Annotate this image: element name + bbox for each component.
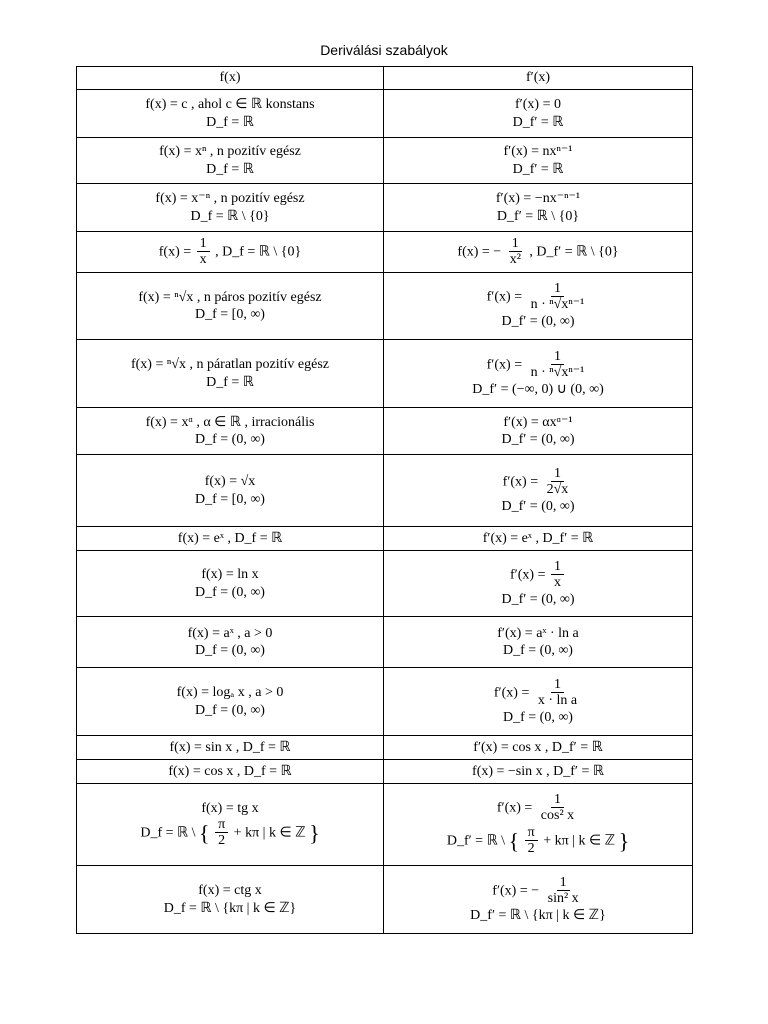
domain-prefix: D_f′ = ℝ \	[446, 832, 506, 848]
fraction-numerator: π	[525, 825, 538, 841]
fraction-numerator: 1	[551, 792, 564, 808]
function-formula: f(x) = aˣ , a > 0	[187, 625, 273, 641]
formula-suffix: , D_f′ = ℝ \ {0}	[529, 244, 619, 260]
derivative-cell	[384, 736, 693, 760]
fraction-denominator: 2	[218, 833, 226, 849]
table-row	[77, 551, 693, 617]
function-cell	[77, 273, 384, 340]
fraction	[545, 875, 582, 907]
formula-prefix: f′(x) =	[502, 473, 539, 489]
function-domain: D_f = ℝ	[206, 114, 254, 130]
derivative-formula: f(x) = −sin x , D_f′ = ℝ	[472, 763, 604, 779]
derivative-domain: D_f′ = (0, ∞)	[501, 591, 575, 607]
fraction-denominator: cos² x	[540, 808, 575, 824]
formula-prefix: f′(x) =	[486, 289, 523, 305]
fraction	[528, 349, 588, 381]
derivative-domain: D_f′ = ℝ \ {kπ | k ∈ ℤ}	[470, 907, 606, 923]
table-row	[77, 340, 693, 408]
function-domain: D_f = ℝ \ {0}	[190, 208, 270, 224]
domain-prefix: D_f = ℝ \	[140, 825, 196, 841]
table-row	[77, 784, 693, 866]
function-formula: f(x) = √x	[204, 474, 256, 489]
function-cell	[77, 551, 384, 617]
fraction	[535, 677, 580, 709]
fraction	[544, 466, 572, 498]
table-row	[77, 736, 693, 760]
function-cell	[77, 617, 384, 668]
fraction-numerator: 1	[551, 677, 564, 693]
function-cell	[77, 408, 384, 455]
function-domain: D_f = (0, ∞)	[195, 702, 265, 718]
function-cell	[77, 232, 384, 273]
derivative-rules-table	[76, 66, 693, 934]
fraction	[551, 559, 564, 591]
function-cell	[77, 784, 384, 866]
header-derivative: f′(x)	[384, 67, 693, 90]
derivative-cell	[384, 527, 693, 551]
function-formula: f(x) = c , ahol c ∈ ℝ konstans	[145, 97, 315, 112]
function-cell	[77, 340, 384, 408]
function-formula: f(x) = sin x , D_f = ℝ	[169, 739, 291, 755]
function-formula: f(x) = eˣ , D_f = ℝ	[177, 530, 283, 546]
formula-prefix: f′(x) = −	[492, 882, 540, 898]
table-row	[77, 138, 693, 184]
function-cell	[77, 736, 384, 760]
fraction	[528, 281, 588, 313]
derivative-domain: D_f = (0, ∞)	[503, 643, 573, 658]
function-domain: D_f = (0, ∞)	[195, 584, 265, 600]
table-row	[77, 617, 693, 668]
fraction-numerator: 1	[509, 236, 522, 252]
function-formula: f(x) = xⁿ , n pozitív egész	[159, 144, 301, 159]
fraction-denominator: x · ln a	[537, 692, 578, 708]
derivative-domain: D_f′ = ℝ	[512, 161, 564, 177]
table-header-row	[77, 67, 693, 90]
function-cell	[77, 760, 384, 784]
derivative-formula: f′(x) = nxⁿ⁻¹	[503, 144, 573, 159]
table-row	[77, 455, 693, 527]
table-row	[77, 232, 693, 273]
fraction-numerator: 1	[197, 236, 210, 252]
function-formula: f(x) = ⁿ√x , n páratlan pozitív egész	[130, 357, 330, 372]
function-cell	[77, 90, 384, 138]
derivative-domain: D_f′ = ℝ	[512, 114, 564, 130]
fraction-numerator: 1	[551, 466, 564, 482]
domain-suffix: + kπ | k ∈ ℤ	[543, 832, 616, 848]
fraction-denominator: x	[553, 574, 561, 590]
fraction-denominator: n · ⁿ√xⁿ⁻¹	[530, 297, 585, 313]
derivative-cell	[384, 90, 693, 138]
formula-prefix: f(x) =	[158, 244, 192, 260]
page-title: Deriválási szabályok	[320, 42, 448, 58]
derivative-cell	[384, 668, 693, 736]
header-function: f(x)	[77, 67, 384, 90]
derivative-formula: f′(x) = cos x , D_f′ = ℝ	[473, 739, 603, 755]
derivative-domain: D_f′ = ℝ \ {0}	[496, 208, 580, 224]
function-domain: D_f = (0, ∞)	[195, 643, 265, 658]
derivative-cell	[384, 866, 693, 934]
function-formula: f(x) = ⁿ√x , n páros pozitív egész	[138, 289, 322, 305]
right-brace-icon: }	[309, 820, 320, 846]
derivative-cell	[384, 232, 693, 273]
derivative-formula: f′(x) = αxᵅ⁻¹	[503, 414, 573, 430]
fraction-denominator: x	[199, 252, 207, 268]
derivative-formula: f′(x) = aˣ · ln a	[497, 625, 579, 641]
fraction-numerator: π	[215, 817, 228, 833]
table-row	[77, 90, 693, 138]
derivative-cell	[384, 551, 693, 617]
function-domain: D_f = ℝ	[206, 374, 254, 390]
function-cell	[77, 866, 384, 934]
derivative-domain: D_f′ = (0, ∞)	[501, 498, 575, 514]
fraction	[525, 825, 538, 857]
function-domain: D_f = (0, ∞)	[195, 432, 265, 447]
derivative-formula: f′(x) = −nx⁻ⁿ⁻¹	[495, 191, 581, 206]
fraction	[538, 792, 577, 824]
function-cell	[77, 527, 384, 551]
fraction-denominator: sin² x	[547, 890, 579, 906]
function-formula: f(x) = tg x	[201, 800, 259, 816]
table-row	[77, 184, 693, 232]
formula-prefix: f′(x) =	[496, 800, 533, 816]
formula-suffix: , D_f = ℝ \ {0}	[215, 244, 302, 260]
table-row	[77, 668, 693, 736]
derivative-cell	[384, 760, 693, 784]
fraction-numerator: 1	[551, 559, 564, 575]
fraction	[507, 236, 524, 268]
function-domain: D_f = [0, ∞)	[195, 307, 265, 322]
function-cell	[77, 138, 384, 184]
fraction-numerator: 1	[551, 281, 564, 297]
function-domain: D_f = ℝ	[206, 161, 254, 177]
function-formula: f(x) = cos x , D_f = ℝ	[168, 763, 292, 779]
fraction-denominator: x²	[509, 252, 521, 268]
fraction-denominator: n · ⁿ√xⁿ⁻¹	[530, 364, 585, 380]
left-brace-icon: {	[199, 820, 210, 846]
fraction-numerator: 1	[551, 349, 564, 365]
derivative-cell	[384, 184, 693, 232]
function-formula: f(x) = x⁻ⁿ , n pozitív egész	[155, 191, 305, 206]
function-domain: D_f = ℝ \ {kπ | k ∈ ℤ}	[163, 900, 297, 916]
derivative-domain: D_f′ = (0, ∞)	[501, 314, 575, 330]
table-row	[77, 273, 693, 340]
function-cell	[77, 184, 384, 232]
derivative-cell	[384, 273, 693, 340]
derivative-formula: f′(x) = eˣ , D_f′ = ℝ	[482, 530, 594, 546]
fraction-denominator: 2√x	[546, 481, 569, 497]
formula-prefix: f′(x) =	[486, 356, 523, 372]
derivative-domain: D_f = (0, ∞)	[503, 709, 573, 725]
function-domain: D_f = [0, ∞)	[195, 491, 265, 507]
function-formula: f(x) = ln x	[201, 567, 259, 582]
function-cell	[77, 668, 384, 736]
right-brace-icon: }	[618, 827, 630, 853]
formula-prefix: f′(x) =	[493, 684, 530, 700]
domain-suffix: + kπ | k ∈ ℤ	[233, 825, 306, 841]
derivative-cell	[384, 408, 693, 455]
left-brace-icon: {	[508, 827, 520, 853]
table-row	[77, 866, 693, 934]
derivative-cell	[384, 138, 693, 184]
derivative-cell	[384, 784, 693, 866]
derivative-cell	[384, 340, 693, 408]
formula-prefix: f(x) = −	[457, 244, 502, 260]
function-formula: f(x) = ctg x	[198, 883, 262, 898]
table-row	[77, 527, 693, 551]
fraction-denominator: 2	[527, 840, 535, 856]
fraction	[215, 817, 228, 849]
table-row	[77, 408, 693, 455]
function-cell	[77, 455, 384, 527]
table-row	[77, 760, 693, 784]
derivative-domain: D_f′ = (0, ∞)	[501, 432, 575, 447]
fraction	[197, 236, 210, 268]
function-formula: f(x) = logₐ x , a > 0	[176, 685, 284, 700]
formula-prefix: f′(x) =	[510, 566, 546, 582]
derivative-cell	[384, 617, 693, 668]
derivative-formula: f′(x) = 0	[515, 97, 561, 112]
derivative-cell	[384, 455, 693, 527]
derivative-domain: D_f′ = (−∞, 0) ∪ (0, ∞)	[472, 381, 604, 397]
fraction-numerator: 1	[557, 875, 570, 891]
function-formula: f(x) = xᵅ , α ∈ ℝ , irracionális	[145, 414, 315, 430]
